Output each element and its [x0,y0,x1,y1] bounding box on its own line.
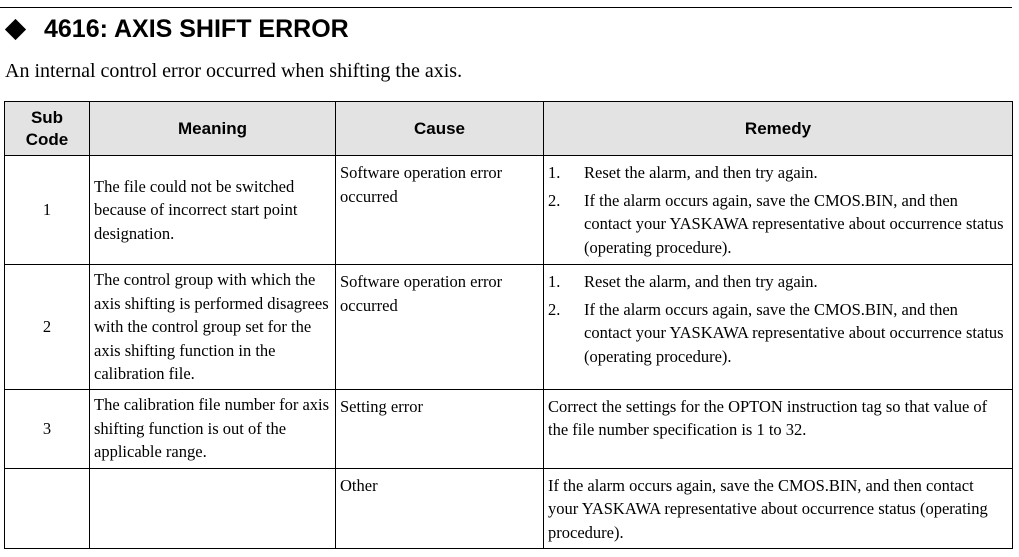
remedy-step-text: Reset the alarm, and then try again. [584,163,818,182]
remedy-step-number: 2. [548,190,561,210]
remedy-step-number: 2. [548,299,561,319]
meaning-cell: The control group with which the axis shifting is performed disagrees with the control group set for the axis shifting function in the calibration file. [90,265,336,390]
remedy-cell [544,265,1013,390]
alarm-description: An internal control error occurred when shifting the axis. [5,60,463,82]
meaning-cell [90,468,336,548]
column-header-sub-code: Sub Code [5,102,90,156]
remedy-step [548,298,1008,369]
alarm-table [4,101,1013,549]
meaning-cell: The file could not be switched because of incorrect start point designation. [90,156,336,265]
cause-cell: Software operation error occurred [336,265,544,390]
remedy-cell: Correct the settings for the OPTON instruction tag so that value of the file number specification is 1 to 32. [544,389,1013,468]
remedy-cell [544,156,1013,265]
alarm-heading [3,13,349,45]
remedy-step-number: 1. [548,272,561,291]
remedy-step-text: If the alarm occurs again, save the CMOS.BIN, and then contact your YASKAWA representative about occurrence status (operating procedure). [584,299,1004,366]
table-row [5,265,1013,390]
cause-cell: Setting error [336,389,544,468]
remedy-step-text: If the alarm occurs again, save the CMOS.BIN, and then contact your YASKAWA representative about occurrence status (operating procedure). [584,190,1004,257]
table-row [5,156,1013,265]
remedy-step [548,161,1008,185]
top-rule [0,7,1012,8]
column-header-cause: Cause [336,102,544,156]
table-row [5,468,1013,548]
table-row [5,389,1013,468]
meaning-cell: The calibration file number for axis shifting function is out of the applicable range. [90,389,336,468]
remedy-step [548,270,1008,294]
remedy-step-number: 1. [548,163,561,182]
sub-code-cell: 3 [5,389,90,468]
remedy-cell: If the alarm occurs again, save the CMOS.BIN, and then contact your YASKAWA representative about occurrence status (operating procedure). [544,468,1013,548]
column-header-remedy: Remedy [544,102,1013,156]
cause-cell: Other [336,468,544,548]
cause-cell: Software operation error occurred [336,156,544,265]
column-header-meaning: Meaning [90,102,336,156]
sub-code-cell: 1 [5,156,90,265]
sub-code-cell: 2 [5,265,90,390]
alarm-title: 4616: AXIS SHIFT ERROR [44,14,349,43]
remedy-step [548,189,1008,260]
diamond-bullet-icon [5,18,26,39]
remedy-step-text: Reset the alarm, and then try again. [584,272,818,291]
sub-code-cell [5,468,90,548]
table-header-row [5,102,1013,156]
